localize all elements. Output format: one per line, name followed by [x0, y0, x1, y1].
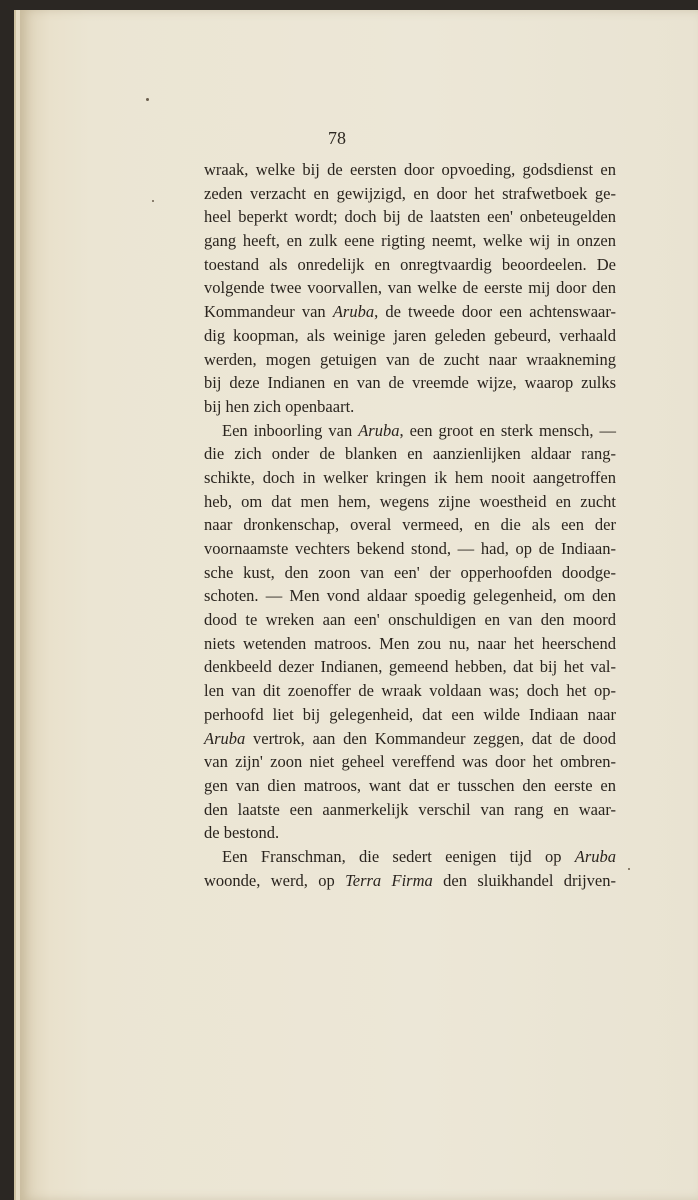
- text-span: de bestond.: [204, 823, 280, 843]
- italic-text: Terra Firma: [345, 870, 433, 890]
- text-span: niets wetenden matroos. Men zou nu, naar het heerschend: [204, 633, 616, 653]
- paper-speck: [146, 98, 149, 101]
- text-span: woonde, werd, op: [204, 870, 346, 890]
- italic-text: Aruba: [332, 302, 375, 322]
- text-span: dig koopman, als weinige jaren geleden gebeurd, verhaald: [204, 325, 616, 345]
- text-span: Kommandeur van: [204, 302, 333, 322]
- text-span: denkbeeld dezer Indianen, gemeend hebben, dat bij het val-: [204, 657, 616, 677]
- text-line: [204, 608, 616, 632]
- text-span: die zich onder de blanken en aanzienlijken aldaar rang-: [204, 444, 616, 464]
- text-span: gen van dien matroos, want dat er tusschen den eerste en: [204, 775, 616, 795]
- body-text: [204, 158, 616, 892]
- text-line: [204, 750, 616, 774]
- text-line: [204, 584, 616, 608]
- text-line: [204, 395, 616, 419]
- text-line: [204, 158, 616, 182]
- text-span: Een Franschman, die sedert eenigen tijd op: [222, 846, 575, 866]
- text-line: [204, 442, 616, 466]
- text-line: [204, 371, 616, 395]
- text-span: heb, om dat men hem, wegens zijne woestheid en zucht: [204, 491, 616, 511]
- paper-speck: [152, 200, 154, 202]
- text-line: [204, 561, 616, 585]
- text-span: schoten. — Men vond aldaar spoedig gelegenheid, om den: [204, 586, 616, 606]
- text-line: [204, 324, 616, 348]
- text-span: den sluikhandel drijven-: [432, 870, 616, 890]
- text-line: [204, 845, 616, 869]
- text-line: [204, 466, 616, 490]
- text-line: [204, 253, 616, 277]
- italic-text: Aruba: [574, 846, 616, 866]
- text-line: [204, 869, 616, 893]
- text-span: dood te wreken aan een' onschuldigen en van den moord: [204, 610, 616, 630]
- text-span: van zijn' zoon niet geheel vereffend was door het ombren-: [204, 752, 616, 772]
- text-span: voornaamste vechters bekend stond, — had, op de Indiaan-: [204, 539, 616, 558]
- text-line: [204, 703, 616, 727]
- text-line: [204, 490, 616, 514]
- text-line: [204, 300, 616, 324]
- text-span: schikte, doch in welker kringen ik hem nooit aangetroffen: [204, 467, 616, 487]
- text-line: [204, 798, 616, 822]
- text-span: naar dronkenschap, overal vermeed, en die als een der: [204, 515, 616, 535]
- paper-speck: [628, 868, 630, 870]
- text-span: , een groot en sterk mensch, —: [399, 420, 616, 440]
- text-span: wraak, welke bij de eersten door opvoeding, godsdienst en: [204, 160, 616, 179]
- text-span: toestand als onredelijk en onregtvaardig beoordeelen. De: [204, 254, 616, 274]
- text-span: Een inboorling van: [222, 420, 359, 440]
- text-line: [204, 276, 616, 300]
- text-span: sche kust, den zoon van een' der opperhoofden doodge-: [204, 562, 616, 582]
- text-span: volgende twee voorvallen, van welke de eerste mij door den: [204, 278, 616, 298]
- text-span: bij deze Indianen en van de vreemde wijze, waarop zulks: [204, 373, 616, 393]
- text-span: zeden verzacht en gewijzigd, en door het strafwetboek ge-: [204, 183, 616, 203]
- text-line: [204, 229, 616, 253]
- text-span: werden, mogen getuigen van de zucht naar wraakneming: [204, 349, 616, 369]
- text-line: [204, 182, 616, 206]
- text-line: [204, 348, 616, 372]
- text-span: vertrok, aan den Kommandeur zeggen, dat de dood: [245, 728, 616, 748]
- text-line: [204, 419, 616, 443]
- text-span: bij hen zich openbaart.: [204, 396, 355, 416]
- text-line: [204, 655, 616, 679]
- text-span: den laatste een aanmerkelijk verschil van rang en waar-: [204, 799, 616, 819]
- page-number: 78: [328, 128, 346, 148]
- text-line: [204, 513, 616, 537]
- text-span: perhoofd liet bij gelegenheid, dat een wilde Indiaan naar: [204, 704, 616, 724]
- text-line: [204, 774, 616, 798]
- text-line: [204, 679, 616, 703]
- text-span: heel beperkt wordt; doch bij de laatsten een' onbeteugelden: [204, 207, 616, 227]
- text-line: [204, 205, 616, 229]
- text-line: [204, 727, 616, 751]
- text-line: [204, 537, 616, 561]
- italic-text: Aruba: [358, 420, 400, 440]
- italic-text: Aruba: [204, 728, 246, 748]
- text-line: [204, 632, 616, 656]
- text-span: gang heeft, en zulk eene rigting neemt, welke wij in onzen: [204, 231, 616, 251]
- text-span: , de tweede door een achtenswaar-: [374, 302, 616, 322]
- text-line: [204, 821, 616, 845]
- text-span: len van dit zoenoffer de wraak voldaan was; doch het op-: [204, 681, 616, 701]
